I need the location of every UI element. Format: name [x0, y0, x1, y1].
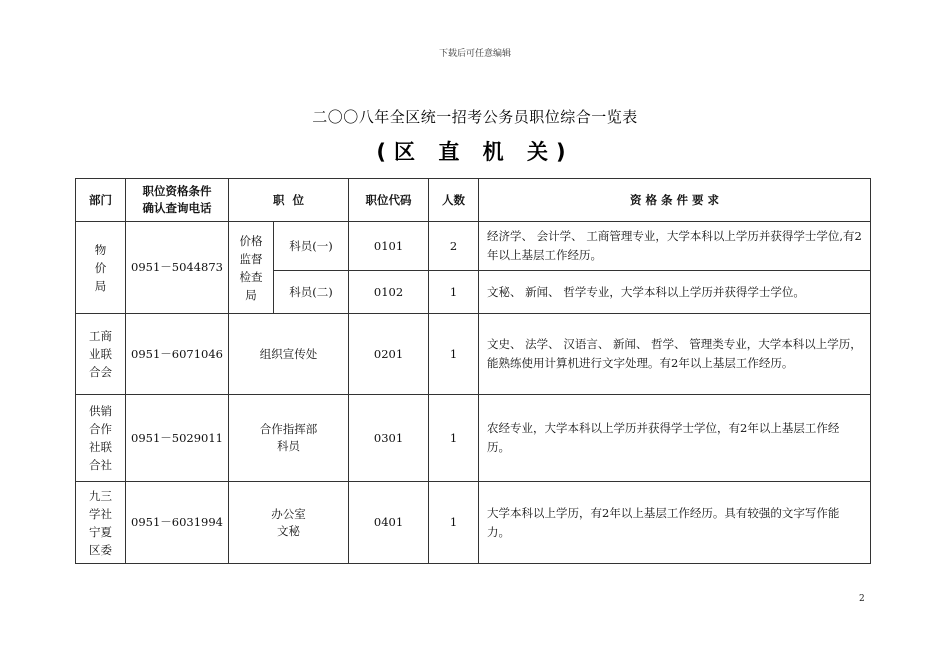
document-subtitle: (区 直 机 关)	[376, 140, 574, 164]
row-code: 0401	[349, 482, 429, 564]
row-code: 0201	[349, 314, 429, 395]
table-header-row	[76, 179, 871, 222]
row-position: 科员(一)	[274, 222, 349, 271]
row-department: 九三 学社 宁夏 区委	[76, 482, 126, 564]
row-code: 0301	[349, 395, 429, 482]
header-note: 下载后可任意编辑	[438, 49, 511, 59]
table-row	[76, 222, 871, 271]
row-requirements: 大学本科以上学历，有2年以上基层工作经历。具有较强的文字写作能力。	[479, 482, 871, 564]
row-phone: 0951－5044873	[126, 222, 229, 314]
page-number: 2	[859, 594, 865, 604]
header-code: 职位代码	[349, 179, 429, 222]
row-count: 1	[429, 314, 479, 395]
row-position: 合作指挥部 科员	[229, 395, 349, 482]
row-requirements: 文史、 法学、 汉语言、 新闻、 哲学、 管理类专业，大学本科以上学历，能熟练使用计算机进行文字处理。有2年以上基层工作经历。	[479, 314, 871, 395]
header-contact	[126, 179, 229, 222]
row-department: 供销 合作 社联 合社	[76, 395, 126, 482]
row-position: 科员(二)	[274, 271, 349, 314]
table-row	[76, 482, 871, 564]
row-phone: 0951－6031994	[126, 482, 229, 564]
table-row	[76, 395, 871, 482]
row-department: 物 价 局	[76, 222, 126, 314]
table-row	[76, 314, 871, 395]
document-title: 二〇〇八年全区统一招考公务员职位综合一览表	[312, 108, 638, 126]
row-code: 0102	[349, 271, 429, 314]
header-department: 部门	[76, 179, 126, 222]
row-count: 1	[429, 271, 479, 314]
row-phone: 0951－6071046	[126, 314, 229, 395]
row-count: 2	[429, 222, 479, 271]
header-count: 人数	[429, 179, 479, 222]
header-contact-line1: 职位资格条件	[142, 184, 212, 198]
row-code: 0101	[349, 222, 429, 271]
row-position: 办公室 文秘	[229, 482, 349, 564]
row-position: 组织宣传处	[229, 314, 349, 395]
row-unit: 价格 监督 检查 局	[229, 222, 274, 314]
row-count: 1	[429, 482, 479, 564]
positions-table	[75, 178, 871, 564]
header-position: 职 位	[229, 179, 349, 222]
row-count: 1	[429, 395, 479, 482]
row-phone: 0951－5029011	[126, 395, 229, 482]
row-requirements: 农经专业，大学本科以上学历并获得学士学位，有2年以上基层工作经历。	[479, 395, 871, 482]
header-requirements: 资 格 条 件 要 求	[479, 179, 871, 222]
row-requirements: 文秘、 新闻、 哲学专业，大学本科以上学历并获得学士学位。	[479, 271, 871, 314]
row-requirements: 经济学、 会计学、 工商管理专业，大学本科以上学历并获得学士学位,有2年以上基层工作经历。	[479, 222, 871, 271]
row-department: 工商 业联 合会	[76, 314, 126, 395]
header-contact-line2: 确认查询电话	[142, 201, 212, 215]
